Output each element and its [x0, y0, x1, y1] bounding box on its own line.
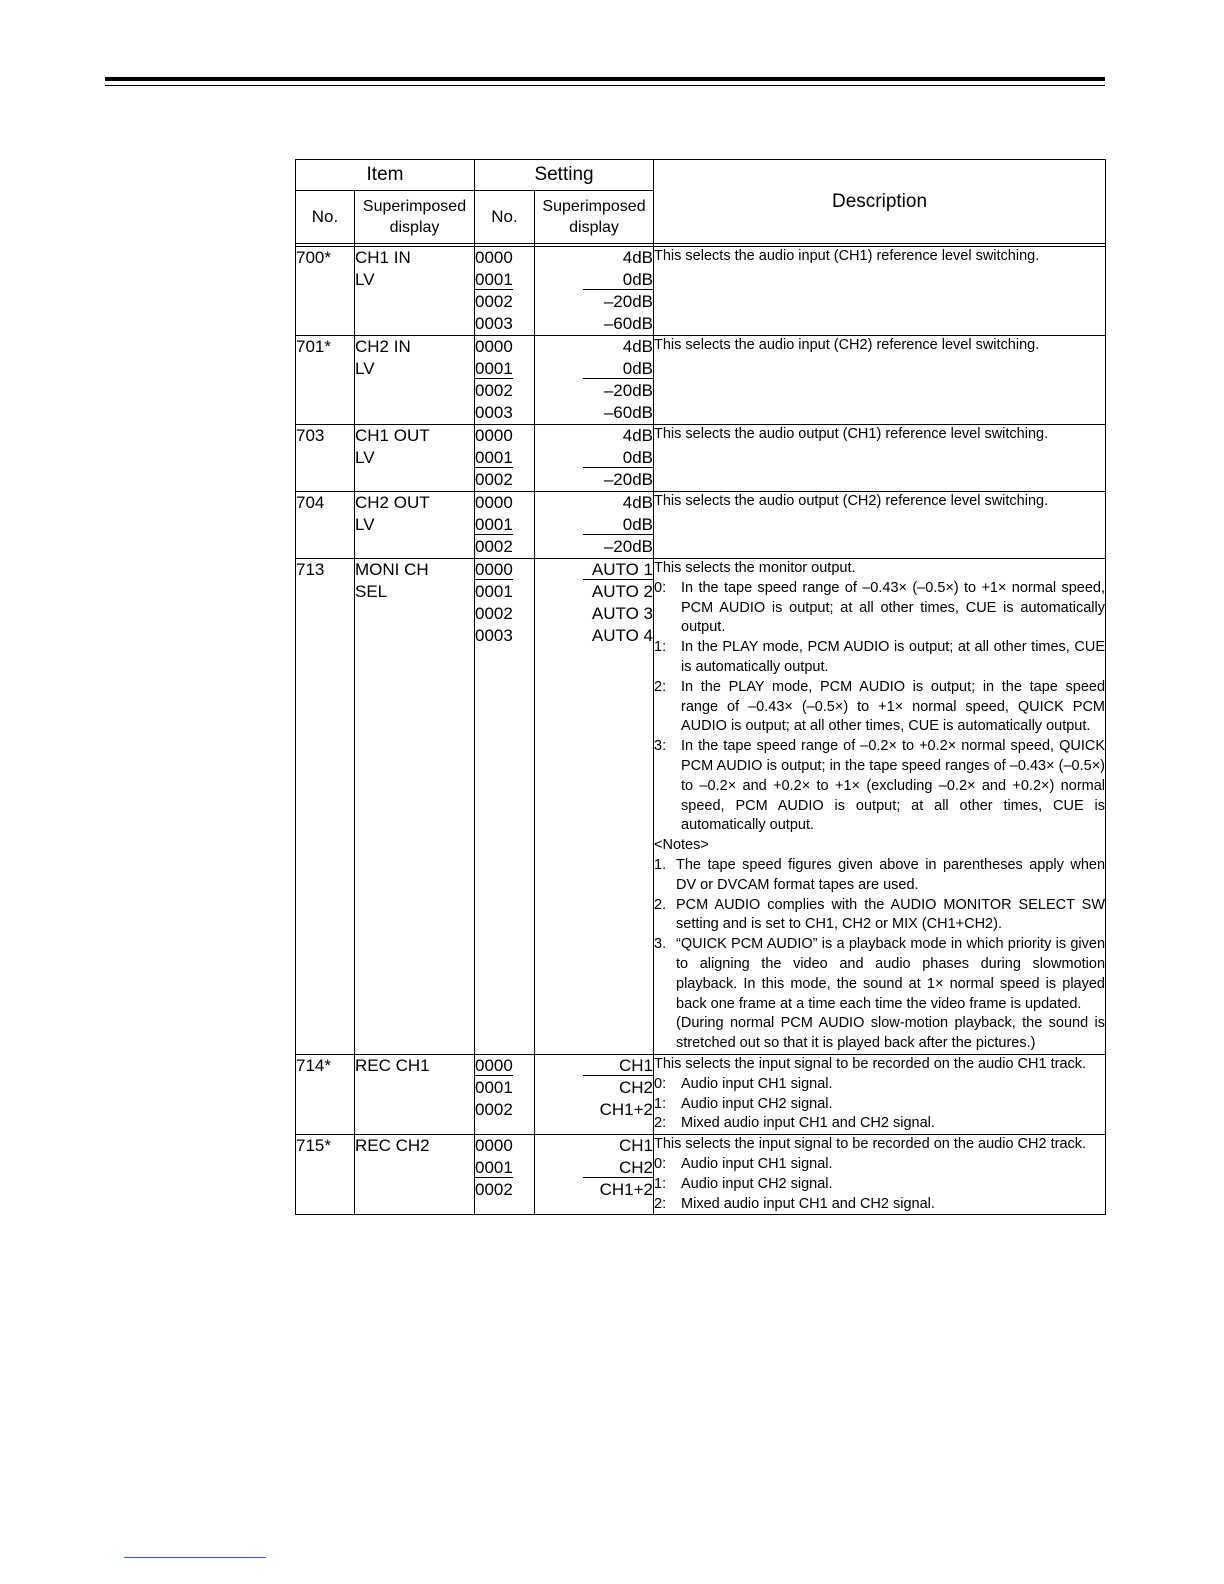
setting-no-value — [475, 559, 534, 581]
setting-no-value — [475, 581, 534, 603]
setting-display-value — [535, 313, 653, 335]
option-text: Audio input CH2 signal. — [681, 1175, 833, 1192]
item-display — [355, 425, 475, 492]
setting-no-value — [475, 358, 534, 380]
setting-no-default: 0000 — [475, 1055, 513, 1075]
setting-display-text: 4dB — [622, 248, 654, 267]
item-display-line: LV — [355, 359, 375, 378]
note-item — [654, 856, 1105, 896]
item-display — [355, 336, 475, 425]
setting-display-value — [535, 536, 653, 558]
table-row — [296, 492, 1106, 559]
header-setting-display: Superimposed display — [535, 191, 654, 244]
item-display-line: SEL — [355, 582, 388, 601]
setting-no-default: 0001 — [475, 1158, 513, 1178]
item-display — [355, 492, 475, 559]
option-label: 0: — [654, 579, 667, 596]
description — [654, 559, 1106, 1055]
header-item-display: Superimposed display — [355, 191, 475, 244]
setting-no-text: 0001 — [475, 582, 513, 601]
setting-display-text: 4dB — [622, 426, 654, 445]
setting-no-text: 0003 — [475, 626, 513, 645]
description-text: This selects the audio input (CH1) reference level switching. — [654, 248, 1040, 264]
description-option — [654, 1175, 1105, 1195]
header-description: Description — [654, 160, 1106, 244]
table-row — [296, 425, 1106, 492]
description-option — [654, 1195, 1105, 1215]
description-option — [654, 1155, 1105, 1175]
note-text: The tape speed figures given above in parentheses apply when DV or DVCAM format tapes are used. — [676, 856, 1106, 893]
header-rule-thin — [105, 85, 1105, 86]
item-display — [355, 247, 475, 336]
option-label: 2: — [654, 1195, 667, 1212]
setting-display-text: AUTO 4 — [591, 626, 654, 645]
option-text: Audio input CH1 signal. — [681, 1075, 833, 1092]
item-display-line: CH2 IN — [355, 337, 411, 356]
note-item — [654, 896, 1105, 936]
setting-no-text: 0000 — [475, 337, 513, 356]
setting-display-text: 4dB — [622, 337, 654, 356]
note-label: 1. — [654, 856, 667, 873]
item-no: 713 — [296, 559, 355, 1055]
setting-no-value — [475, 1055, 534, 1077]
description — [654, 247, 1106, 336]
item-display-line: CH2 OUT — [355, 493, 430, 512]
setting-display-value — [535, 1077, 653, 1099]
setting-no-default: 0001 — [475, 359, 513, 378]
item-display — [355, 559, 475, 1055]
setting-display-value — [535, 402, 653, 424]
description — [654, 1135, 1106, 1215]
note-text: PCM AUDIO complies with the AUDIO MONITOR SELECT SW setting and is set to CH1, CH2 or MIX (CH1+CH2). — [676, 896, 1106, 933]
description-option — [654, 1075, 1105, 1095]
setting-no-value — [475, 492, 534, 514]
setting-no — [475, 1054, 535, 1134]
description — [654, 492, 1106, 559]
table-row — [296, 559, 1106, 1055]
option-text: Mixed audio input CH1 and CH2 signal. — [681, 1195, 935, 1212]
description-text: This selects the audio input (CH2) reference level switching. — [654, 337, 1040, 353]
setting-no — [475, 247, 535, 336]
item-no: 700* — [296, 247, 355, 336]
note-label: 3. — [654, 936, 667, 953]
setting-display-value — [535, 358, 653, 380]
item-display-line: LV — [355, 448, 375, 467]
setting-display-default: CH2 — [583, 1158, 653, 1178]
setting-no-value — [475, 402, 534, 424]
item-display-line: LV — [355, 270, 375, 289]
setting-no-text: 0002 — [475, 292, 513, 311]
setting-no-text: 0002 — [475, 470, 513, 489]
setting-display-default: AUTO 1 — [583, 560, 653, 580]
note-text: “QUICK PCM AUDIO” is a playback mode in which priority is given to aligning the video and audio phases during slowmotion playback. In this mode, the sound at 1× normal speed is played back one frame at a time each time the video frame is updated. — [676, 936, 1106, 1012]
item-display — [355, 1054, 475, 1134]
setting-display-value — [535, 1179, 653, 1201]
description — [654, 1054, 1106, 1134]
option-text: Mixed audio input CH1 and CH2 signal. — [681, 1115, 935, 1132]
note-label: 2. — [654, 896, 667, 913]
description — [654, 425, 1106, 492]
setting-no-value — [475, 447, 534, 469]
setting-display-default: CH1 — [583, 1056, 653, 1076]
option-text: In the PLAY mode, PCM AUDIO is output; in the tape speed range of –0.43× (–0.5×) to +1× normal speed, QUICK PCM AUDIO is output; at all other times, CUE is automatically output. — [681, 678, 1106, 735]
setting-display-text: –20dB — [603, 537, 654, 556]
header-setting-no: No. — [475, 191, 535, 244]
setting-display-text: 4dB — [622, 493, 654, 512]
table-row — [296, 247, 1106, 336]
setting-no-text: 0002 — [475, 604, 513, 623]
setting-display-default: 0dB — [583, 515, 653, 535]
settings-rows — [296, 247, 1106, 1215]
description-text: This selects the audio output (CH2) reference level switching. — [654, 493, 1049, 509]
setting-display-text: CH1+2 — [599, 1099, 654, 1119]
description-intro: This selects the monitor output. — [654, 560, 856, 576]
setting-display-value — [535, 559, 653, 581]
setting-display — [535, 336, 654, 425]
notes-title: <Notes> — [654, 837, 709, 854]
table-row — [296, 1054, 1106, 1134]
setting-no-value — [475, 625, 534, 647]
setting-display-value — [535, 291, 653, 313]
setting-no-text: 0001 — [475, 1077, 513, 1097]
option-label: 2: — [654, 1115, 667, 1132]
setting-no — [475, 336, 535, 425]
note-item — [654, 1014, 1105, 1054]
setting-no-value — [475, 1099, 534, 1121]
setting-display-default: 0dB — [583, 448, 653, 468]
table-row — [296, 336, 1106, 425]
description-option — [654, 1095, 1105, 1115]
option-label: 0: — [654, 1155, 667, 1172]
setting-no-value — [475, 514, 534, 536]
header-rule-thick — [105, 77, 1105, 81]
setting-no-value — [475, 469, 534, 491]
footer-link-line — [124, 1557, 266, 1558]
setting-no-value — [475, 536, 534, 558]
item-display-line: CH1 OUT — [355, 426, 430, 445]
setting-display-text: CH1+2 — [599, 1180, 654, 1200]
option-label: 1: — [654, 639, 667, 656]
note-label — [654, 1014, 676, 1054]
setting-no-text: 0003 — [475, 314, 513, 333]
setting-no-value — [475, 380, 534, 402]
setting-display — [535, 559, 654, 1055]
setting-no-value — [475, 1179, 534, 1201]
note-text: (During normal PCM AUDIO slow-motion playback, the sound is stretched out so that it is played back after the pictures.) — [676, 1015, 1106, 1052]
setting-display-value — [535, 514, 653, 536]
setting-display-value — [535, 625, 653, 647]
setting-no-value — [475, 425, 534, 447]
setting-no — [475, 559, 535, 1055]
item-display-line: MONI CH — [355, 560, 429, 579]
setting-no-value — [475, 1077, 534, 1099]
setting-display-value — [535, 425, 653, 447]
setting-no-value — [475, 291, 534, 313]
setting-no — [475, 492, 535, 559]
setting-no-value — [475, 603, 534, 625]
setting-no-value — [475, 1135, 534, 1157]
setting-display-value — [535, 1055, 653, 1077]
setting-no-text: 0000 — [475, 1136, 513, 1156]
description-option — [654, 678, 1105, 737]
setting-no-default: 0001 — [475, 270, 513, 289]
setting-no-value — [475, 269, 534, 291]
item-display-line: LV — [355, 515, 375, 534]
setting-no-value — [475, 247, 534, 269]
item-display-line: REC CH2 — [355, 1136, 430, 1156]
setting-display — [535, 1054, 654, 1134]
setting-display-text: AUTO 3 — [591, 604, 654, 623]
item-no: 704 — [296, 492, 355, 559]
setting-display — [535, 425, 654, 492]
option-text: In the tape speed range of –0.2× to +0.2× normal speed, QUICK PCM AUDIO is output; in the tape speed ranges of –0.43× (–0.5×) to –0.2× and +0.2× to +1× (excluding –0.2× and +0.2×) normal speed, PCM AUDIO is output; at all other times, CUE is automatically output. — [681, 738, 1106, 834]
setting-no-value — [475, 313, 534, 335]
item-display — [355, 1135, 475, 1215]
description — [654, 336, 1106, 425]
option-label: 3: — [654, 738, 667, 755]
item-no: 715* — [296, 1135, 355, 1215]
setting-display-text: –60dB — [603, 314, 654, 333]
setting-display-value — [535, 469, 653, 491]
setting-no-default: 0001 — [475, 515, 513, 534]
note-item — [654, 935, 1105, 1014]
setting-display-value — [535, 581, 653, 603]
setting-display-default: 0dB — [583, 359, 653, 379]
setting-display-value — [535, 1135, 653, 1157]
setting-no-text: 0000 — [475, 493, 513, 512]
setting-display — [535, 247, 654, 336]
setting-display-value — [535, 336, 653, 358]
setting-no-default: 0000 — [475, 560, 513, 579]
setting-no-value — [475, 336, 534, 358]
option-text: Audio input CH2 signal. — [681, 1095, 833, 1112]
option-text: In the tape speed range of –0.43× (–0.5×) to +1× normal speed, PCM AUDIO is output; at all other times, CUE is automatically output. — [681, 579, 1106, 636]
setting-display-text: CH2 — [619, 1077, 654, 1097]
option-label: 1: — [654, 1175, 667, 1192]
header-item-no: No. — [296, 191, 355, 244]
setting-no-text: 0000 — [475, 426, 513, 445]
setting-no-text: 0000 — [475, 248, 513, 267]
setting-display-text: –20dB — [603, 381, 654, 400]
setting-display-value — [535, 269, 653, 291]
setting-display-value — [535, 1099, 653, 1121]
item-no: 703 — [296, 425, 355, 492]
item-no: 701* — [296, 336, 355, 425]
option-label: 1: — [654, 1095, 667, 1112]
setting-display-text: AUTO 2 — [591, 582, 654, 601]
setting-display-value — [535, 492, 653, 514]
setting-display-value — [535, 447, 653, 469]
setting-no-text: 0002 — [475, 537, 513, 556]
setting-no-value — [475, 1157, 534, 1179]
setting-display-value — [535, 247, 653, 269]
setting-no — [475, 1135, 535, 1215]
description-option — [654, 638, 1105, 678]
setting-display-value — [535, 603, 653, 625]
settings-table — [295, 159, 1106, 1215]
description-option — [654, 579, 1105, 638]
option-label: 2: — [654, 678, 667, 695]
setting-no-text: 0002 — [475, 381, 513, 400]
table-row — [296, 1135, 1106, 1215]
description-text: This selects the audio output (CH1) reference level switching. — [654, 426, 1049, 442]
setting-no-text: 0002 — [475, 1180, 513, 1200]
setting-display-text: –20dB — [603, 470, 654, 489]
setting-display-value — [535, 1157, 653, 1179]
header-setting: Setting — [475, 160, 654, 191]
setting-display-text: –20dB — [603, 292, 654, 311]
item-display-line: CH1 IN — [355, 248, 411, 267]
setting-no — [475, 425, 535, 492]
description-intro: This selects the input signal to be recorded on the audio CH2 track. — [654, 1136, 1087, 1153]
setting-display-value — [535, 380, 653, 402]
setting-display-default: 0dB — [583, 270, 653, 290]
description-option — [654, 1114, 1105, 1134]
setting-display-text: CH1 — [619, 1136, 654, 1156]
setting-no-text: 0002 — [475, 1099, 513, 1119]
header-item: Item — [296, 160, 475, 191]
option-label: 0: — [654, 1075, 667, 1092]
option-text: In the PLAY mode, PCM AUDIO is output; at all other times, CUE is automatically output. — [681, 639, 1106, 675]
item-display-line: REC CH1 — [355, 1055, 430, 1075]
setting-no-default: 0001 — [475, 448, 513, 467]
item-no: 714* — [296, 1054, 355, 1134]
setting-display-text: –60dB — [603, 403, 654, 422]
description-intro: This selects the input signal to be recorded on the audio CH1 track. — [654, 1055, 1087, 1072]
description-option — [654, 737, 1105, 836]
option-text: Audio input CH1 signal. — [681, 1155, 833, 1172]
setting-no-text: 0003 — [475, 403, 513, 422]
setting-display — [535, 492, 654, 559]
setting-display — [535, 1135, 654, 1215]
